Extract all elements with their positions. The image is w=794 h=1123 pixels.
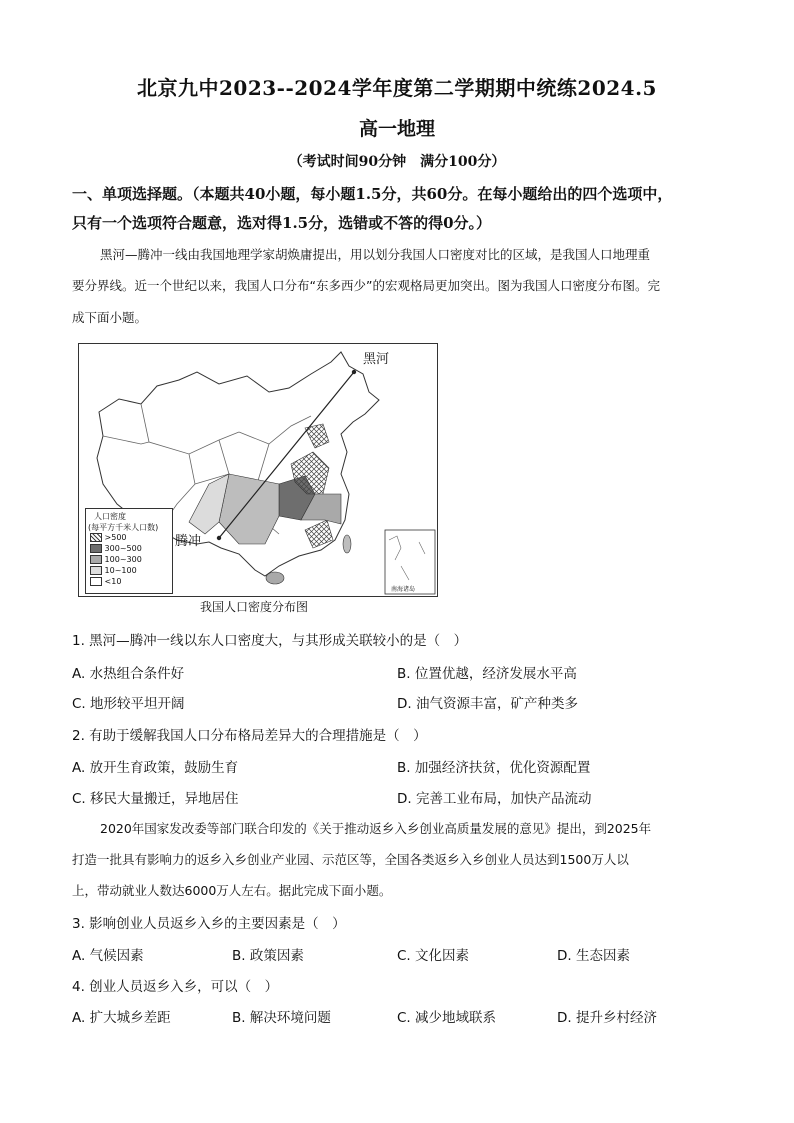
passage-1-line-3: 成下面小题。 xyxy=(72,310,148,325)
label-tengchong: 腾冲 xyxy=(175,534,202,549)
q1-option-d[interactable]: D. 油气资源丰富，矿产种类多 xyxy=(397,696,578,712)
label-heihe: 黑河 xyxy=(363,352,390,367)
legend-unit: (每平方千米人口数) xyxy=(88,523,159,532)
heihe-point xyxy=(352,370,356,374)
q2-option-a[interactable]: A. 放开生育政策，鼓励生育 xyxy=(72,760,239,776)
taiwan-island xyxy=(343,535,351,553)
question-1-stem: 1. 黑河—腾冲一线以东人口密度大，与其形成关联较小的是（ ） xyxy=(72,633,468,649)
q4-option-b[interactable]: B. 解决环境问题 xyxy=(232,1010,331,1026)
legend-title: 人口密度 xyxy=(94,512,126,521)
hainan-island xyxy=(266,572,284,584)
map-legend xyxy=(85,508,173,594)
section-heading: 一、单项选择题。（本题共40小题，每小题1.5分，共60分。在每小题给出的四个选项中， xyxy=(72,185,673,203)
q3-option-b[interactable]: B. 政策因素 xyxy=(232,948,304,964)
q3-option-a[interactable]: A. 气候因素 xyxy=(72,948,144,964)
q3-option-c[interactable]: C. 文化因素 xyxy=(397,948,470,964)
legend-item: 300~500 xyxy=(86,544,172,555)
q2-option-b[interactable]: B. 加强经济扶贫，优化资源配置 xyxy=(397,760,591,776)
passage-1-line-2: 要分界线。近一个世纪以来，我国人口分布“东多西少”的宏观格局更加突出。图为我国人口密度分布图。完 xyxy=(72,278,660,293)
population-density-map xyxy=(78,343,438,597)
legend-item: <10 xyxy=(86,577,172,588)
question-2-stem: 2. 有助于缓解我国人口分布格局差异大的合理措施是（ ） xyxy=(72,728,427,744)
q1-option-c[interactable]: C. 地形较平坦开阔 xyxy=(72,696,185,712)
tengchong-point xyxy=(217,536,221,540)
q1-option-a[interactable]: A. 水热组合条件好 xyxy=(72,666,185,682)
legend-item: 100~300 xyxy=(86,555,172,566)
passage-1-line-1: 黑河—腾冲一线由我国地理学家胡焕庸提出，用以划分我国人口密度对比的区域，是我国人口地理重 xyxy=(100,247,651,262)
passage-2-line-1: 2020年国家发改委等部门联合印发的《关于推动返乡入乡创业高质量发展的意见》提出，到2025年 xyxy=(100,821,652,836)
passage-2-line-3: 上，带动就业人数达6000万人左右。据此完成下面小题。 xyxy=(72,883,392,898)
q4-option-a[interactable]: A. 扩大城乡差距 xyxy=(72,1010,171,1026)
question-4-stem: 4. 创业人员返乡入乡，可以（ ） xyxy=(72,979,279,995)
subject-title: 高一地理 xyxy=(358,118,435,140)
passage-2-line-2: 打造一批具有影响力的返乡入乡创业产业园、示范区等，全国各类返乡入乡创业人员达到1500万人以 xyxy=(72,852,629,867)
q2-option-c[interactable]: C. 移民大量搬迁，异地居住 xyxy=(72,791,239,807)
exam-info: （考试时间90分钟 满分100分） xyxy=(288,154,506,170)
q1-option-b[interactable]: B. 位置优越，经济发展水平高 xyxy=(397,666,577,682)
page-title: 北京九中2023--2024学年度第二学期期中统练2024.5 xyxy=(137,76,657,100)
q2-option-d[interactable]: D. 完善工业布局，加快产品流动 xyxy=(397,791,592,807)
question-3-stem: 3. 影响创业人员返乡入乡的主要因素是（ ） xyxy=(72,916,346,932)
q3-option-d[interactable]: D. 生态因素 xyxy=(557,948,630,964)
legend-item: 10~100 xyxy=(86,566,172,577)
q4-option-d[interactable]: D. 提升乡村经济 xyxy=(557,1010,657,1026)
section-heading-cont: 只有一个选项符合题意，选对得1.5分，选错或不答的得0分。） xyxy=(72,214,492,232)
legend-item: >500 xyxy=(86,533,172,544)
q4-option-c[interactable]: C. 减少地域联系 xyxy=(397,1010,497,1026)
map-caption: 我国人口密度分布图 xyxy=(200,600,309,614)
inset-label: 南海诸岛 xyxy=(391,586,416,593)
